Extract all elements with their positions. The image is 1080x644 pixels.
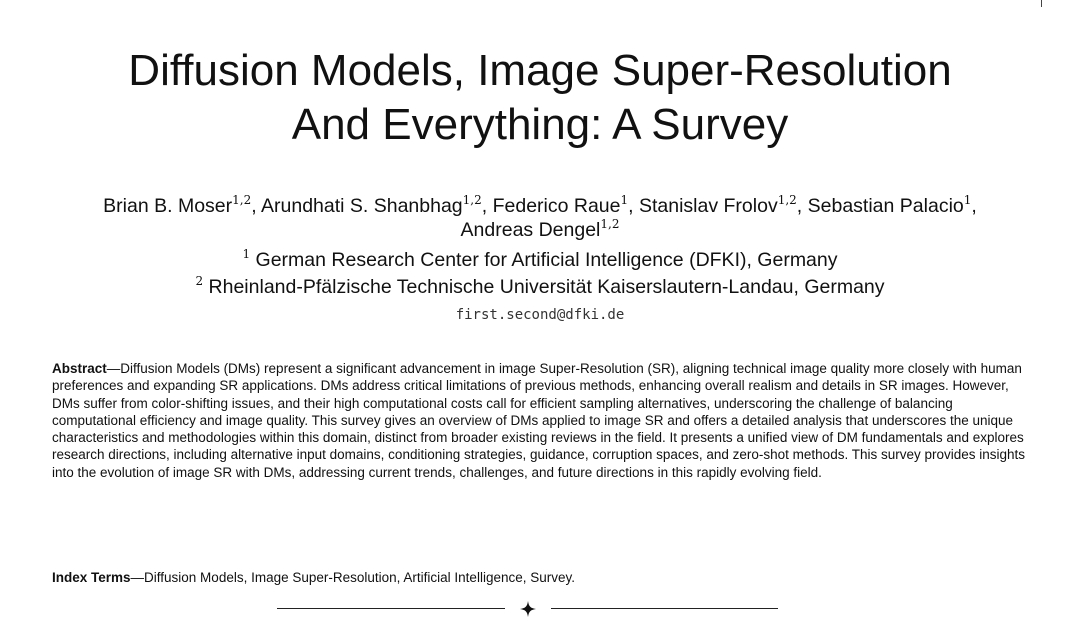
- abstract-label: Abstract: [52, 361, 107, 376]
- four-point-star-icon: [519, 600, 537, 618]
- paper-title: [0, 44, 1080, 152]
- author-name: Arundhati S. Shanbhag: [261, 195, 463, 217]
- author-line-1: [0, 194, 1080, 218]
- index-terms-text: —Diffusion Models, Image Super-Resolution, Artificial Intelligence, Survey.: [130, 570, 575, 585]
- abstract-text: —Diffusion Models (DMs) represent a significant advancement in image Super-Resolution (SR), aligning technical image quality more closely with human preferences and expanding SR applications. DMs address critical limitations of previous methods, enhancing overall realism and details in SR images. However, DMs suffer from color-shifting issues, and their high computational costs call for efficient sampling alternatives, underscoring the challenge of balancing computational efficiency and image quality. This survey gives an overview of DMs applied to image SR and offers a detailed analysis that underscores the unique characteristics and methodologies within this domain, distinct from broader existing reviews in the field. It presents a unified view of DM fundamentals and explores research directions, including alternative input domains, conditioning strategies, guidance, corruption spaces, and zero-shot methods. This survey provides insights into the evolution of image SR with DMs, addressing current trends, challenges, and future directions in this rapidly evolving field.: [52, 361, 1026, 480]
- section-divider-left: [277, 608, 505, 609]
- author-name: Stanislav Frolov: [638, 195, 778, 217]
- affiliation-marker: 1: [242, 246, 251, 261]
- author-affiliation-marker: 1,2: [232, 192, 252, 207]
- paper-title-line-2: And Everything: A Survey: [291, 100, 789, 149]
- affiliation-text: Rheinland-Pfälzische Technische Universität Kaiserslautern-Landau, Germany: [208, 276, 885, 298]
- author-affiliation-marker: 1: [620, 192, 629, 207]
- author-separator: ,: [796, 195, 808, 217]
- author-name: Federico Raue: [492, 195, 621, 217]
- author-name: Sebastian Palacio: [807, 195, 964, 217]
- affiliation-2: [0, 274, 1080, 300]
- affiliation-text: German Research Center for Artificial Intelligence (DFKI), Germany: [255, 249, 838, 271]
- page-corner-mark: [1041, 0, 1042, 7]
- contact-email: first.second@dfki.de: [455, 307, 625, 323]
- section-divider-right: [551, 608, 778, 609]
- affiliation-marker: 2: [195, 273, 204, 288]
- author-affiliation-marker: 1,2: [600, 216, 620, 231]
- author-list: [0, 194, 1080, 242]
- paper-title-line-1: Diffusion Models, Image Super-Resolution: [128, 46, 952, 95]
- author-line-2: [0, 218, 1080, 242]
- author-name: Andreas Dengel: [460, 219, 601, 241]
- index-terms: [52, 569, 1032, 587]
- author-separator: ,: [481, 195, 493, 217]
- author-affiliation-marker: 1,2: [777, 192, 797, 207]
- index-terms-label: Index Terms: [52, 570, 131, 585]
- author-affiliation-marker: 1,2: [462, 192, 482, 207]
- author-separator: ,: [628, 195, 639, 217]
- author-name: Brian B. Moser: [103, 195, 233, 217]
- affiliation-1: [0, 247, 1080, 273]
- author-separator: ,: [251, 195, 261, 217]
- abstract: [52, 360, 1032, 481]
- author-affiliation-marker: 1: [963, 192, 972, 207]
- author-separator: ,: [971, 195, 977, 217]
